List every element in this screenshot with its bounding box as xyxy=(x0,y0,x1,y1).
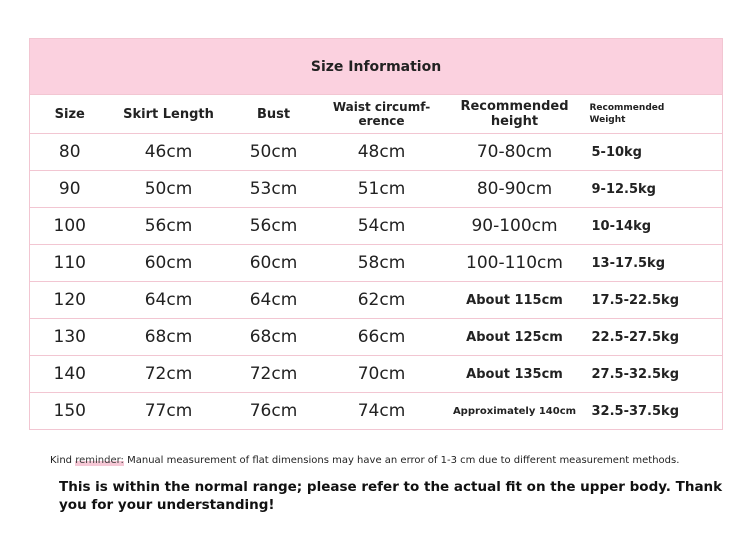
header-weight-line2: Weight xyxy=(589,115,626,125)
fit-note: This is within the normal range; please refer to the actual fit on the upper body. Thank you for your understanding! xyxy=(59,479,723,513)
cell-size: 120 xyxy=(30,282,110,319)
table-title: Size Information xyxy=(30,39,723,95)
cell-bust: 76cm xyxy=(228,393,320,430)
header-skirt-length: Skirt Length xyxy=(110,95,228,134)
cell-waist: 51cm xyxy=(320,171,444,208)
header-bust: Bust xyxy=(228,95,320,134)
cell-skirt-length: 50cm xyxy=(110,171,228,208)
cell-weight: 10-14kg xyxy=(586,208,723,245)
cell-height: 70-80cm xyxy=(444,134,586,171)
reminder-text: Manual measurement of flat dimensions may have an error of 1-3 cm due to different measurement methods. xyxy=(123,455,680,466)
table-row xyxy=(30,171,723,208)
cell-bust: 60cm xyxy=(228,245,320,282)
cell-size: 140 xyxy=(30,356,110,393)
cell-height: 90-100cm xyxy=(444,208,586,245)
cell-weight: 9-12.5kg xyxy=(586,171,723,208)
table-row xyxy=(30,393,723,430)
cell-weight: 32.5-37.5kg xyxy=(586,393,723,430)
cell-waist: 58cm xyxy=(320,245,444,282)
cell-waist: 54cm xyxy=(320,208,444,245)
cell-size: 100 xyxy=(30,208,110,245)
table-row xyxy=(30,282,723,319)
table-row xyxy=(30,134,723,171)
cell-weight: 13-17.5kg xyxy=(586,245,723,282)
cell-waist: 48cm xyxy=(320,134,444,171)
cell-skirt-length: 77cm xyxy=(110,393,228,430)
cell-bust: 68cm xyxy=(228,319,320,356)
table-row xyxy=(30,245,723,282)
table-row xyxy=(30,319,723,356)
cell-weight: 5-10kg xyxy=(586,134,723,171)
header-weight xyxy=(586,95,723,134)
cell-skirt-length: 72cm xyxy=(110,356,228,393)
cell-size: 90 xyxy=(30,171,110,208)
cell-skirt-length: 64cm xyxy=(110,282,228,319)
cell-bust: 72cm xyxy=(228,356,320,393)
header-weight-line1: Recommended xyxy=(589,103,665,113)
cell-bust: 50cm xyxy=(228,134,320,171)
cell-size: 110 xyxy=(30,245,110,282)
cell-skirt-length: 56cm xyxy=(110,208,228,245)
table-row xyxy=(30,356,723,393)
cell-size: 80 xyxy=(30,134,110,171)
table-row xyxy=(30,208,723,245)
header-size: Size xyxy=(30,95,110,134)
cell-height: 100-110cm xyxy=(444,245,586,282)
cell-skirt-length: 46cm xyxy=(110,134,228,171)
cell-weight: 27.5-32.5kg xyxy=(586,356,723,393)
cell-weight: 17.5-22.5kg xyxy=(586,282,723,319)
header-height: Recommended height xyxy=(444,95,586,134)
cell-height: 80-90cm xyxy=(444,171,586,208)
cell-bust: 53cm xyxy=(228,171,320,208)
cell-bust: 56cm xyxy=(228,208,320,245)
header-waist-line1: Waist circumf- xyxy=(332,100,431,114)
table-title-row xyxy=(30,39,723,95)
table-header-row xyxy=(30,95,723,134)
cell-height: Approximately 140cm xyxy=(444,393,586,430)
cell-height: About 135cm xyxy=(444,356,586,393)
cell-waist: 62cm xyxy=(320,282,444,319)
reminder-label-b: reminder: xyxy=(75,455,124,466)
cell-waist: 70cm xyxy=(320,356,444,393)
cell-waist: 66cm xyxy=(320,319,444,356)
cell-skirt-length: 68cm xyxy=(110,319,228,356)
cell-size: 130 xyxy=(30,319,110,356)
table-body xyxy=(30,134,723,430)
cell-height: About 115cm xyxy=(444,282,586,319)
kind-reminder xyxy=(50,455,679,466)
cell-waist: 74cm xyxy=(320,393,444,430)
cell-size: 150 xyxy=(30,393,110,430)
header-waist xyxy=(320,95,444,134)
cell-skirt-length: 60cm xyxy=(110,245,228,282)
cell-height: About 125cm xyxy=(444,319,586,356)
size-table xyxy=(29,38,723,430)
cell-bust: 64cm xyxy=(228,282,320,319)
cell-weight: 22.5-27.5kg xyxy=(586,319,723,356)
header-waist-line2: erence xyxy=(358,114,405,128)
reminder-label-a: Kind xyxy=(50,455,76,466)
